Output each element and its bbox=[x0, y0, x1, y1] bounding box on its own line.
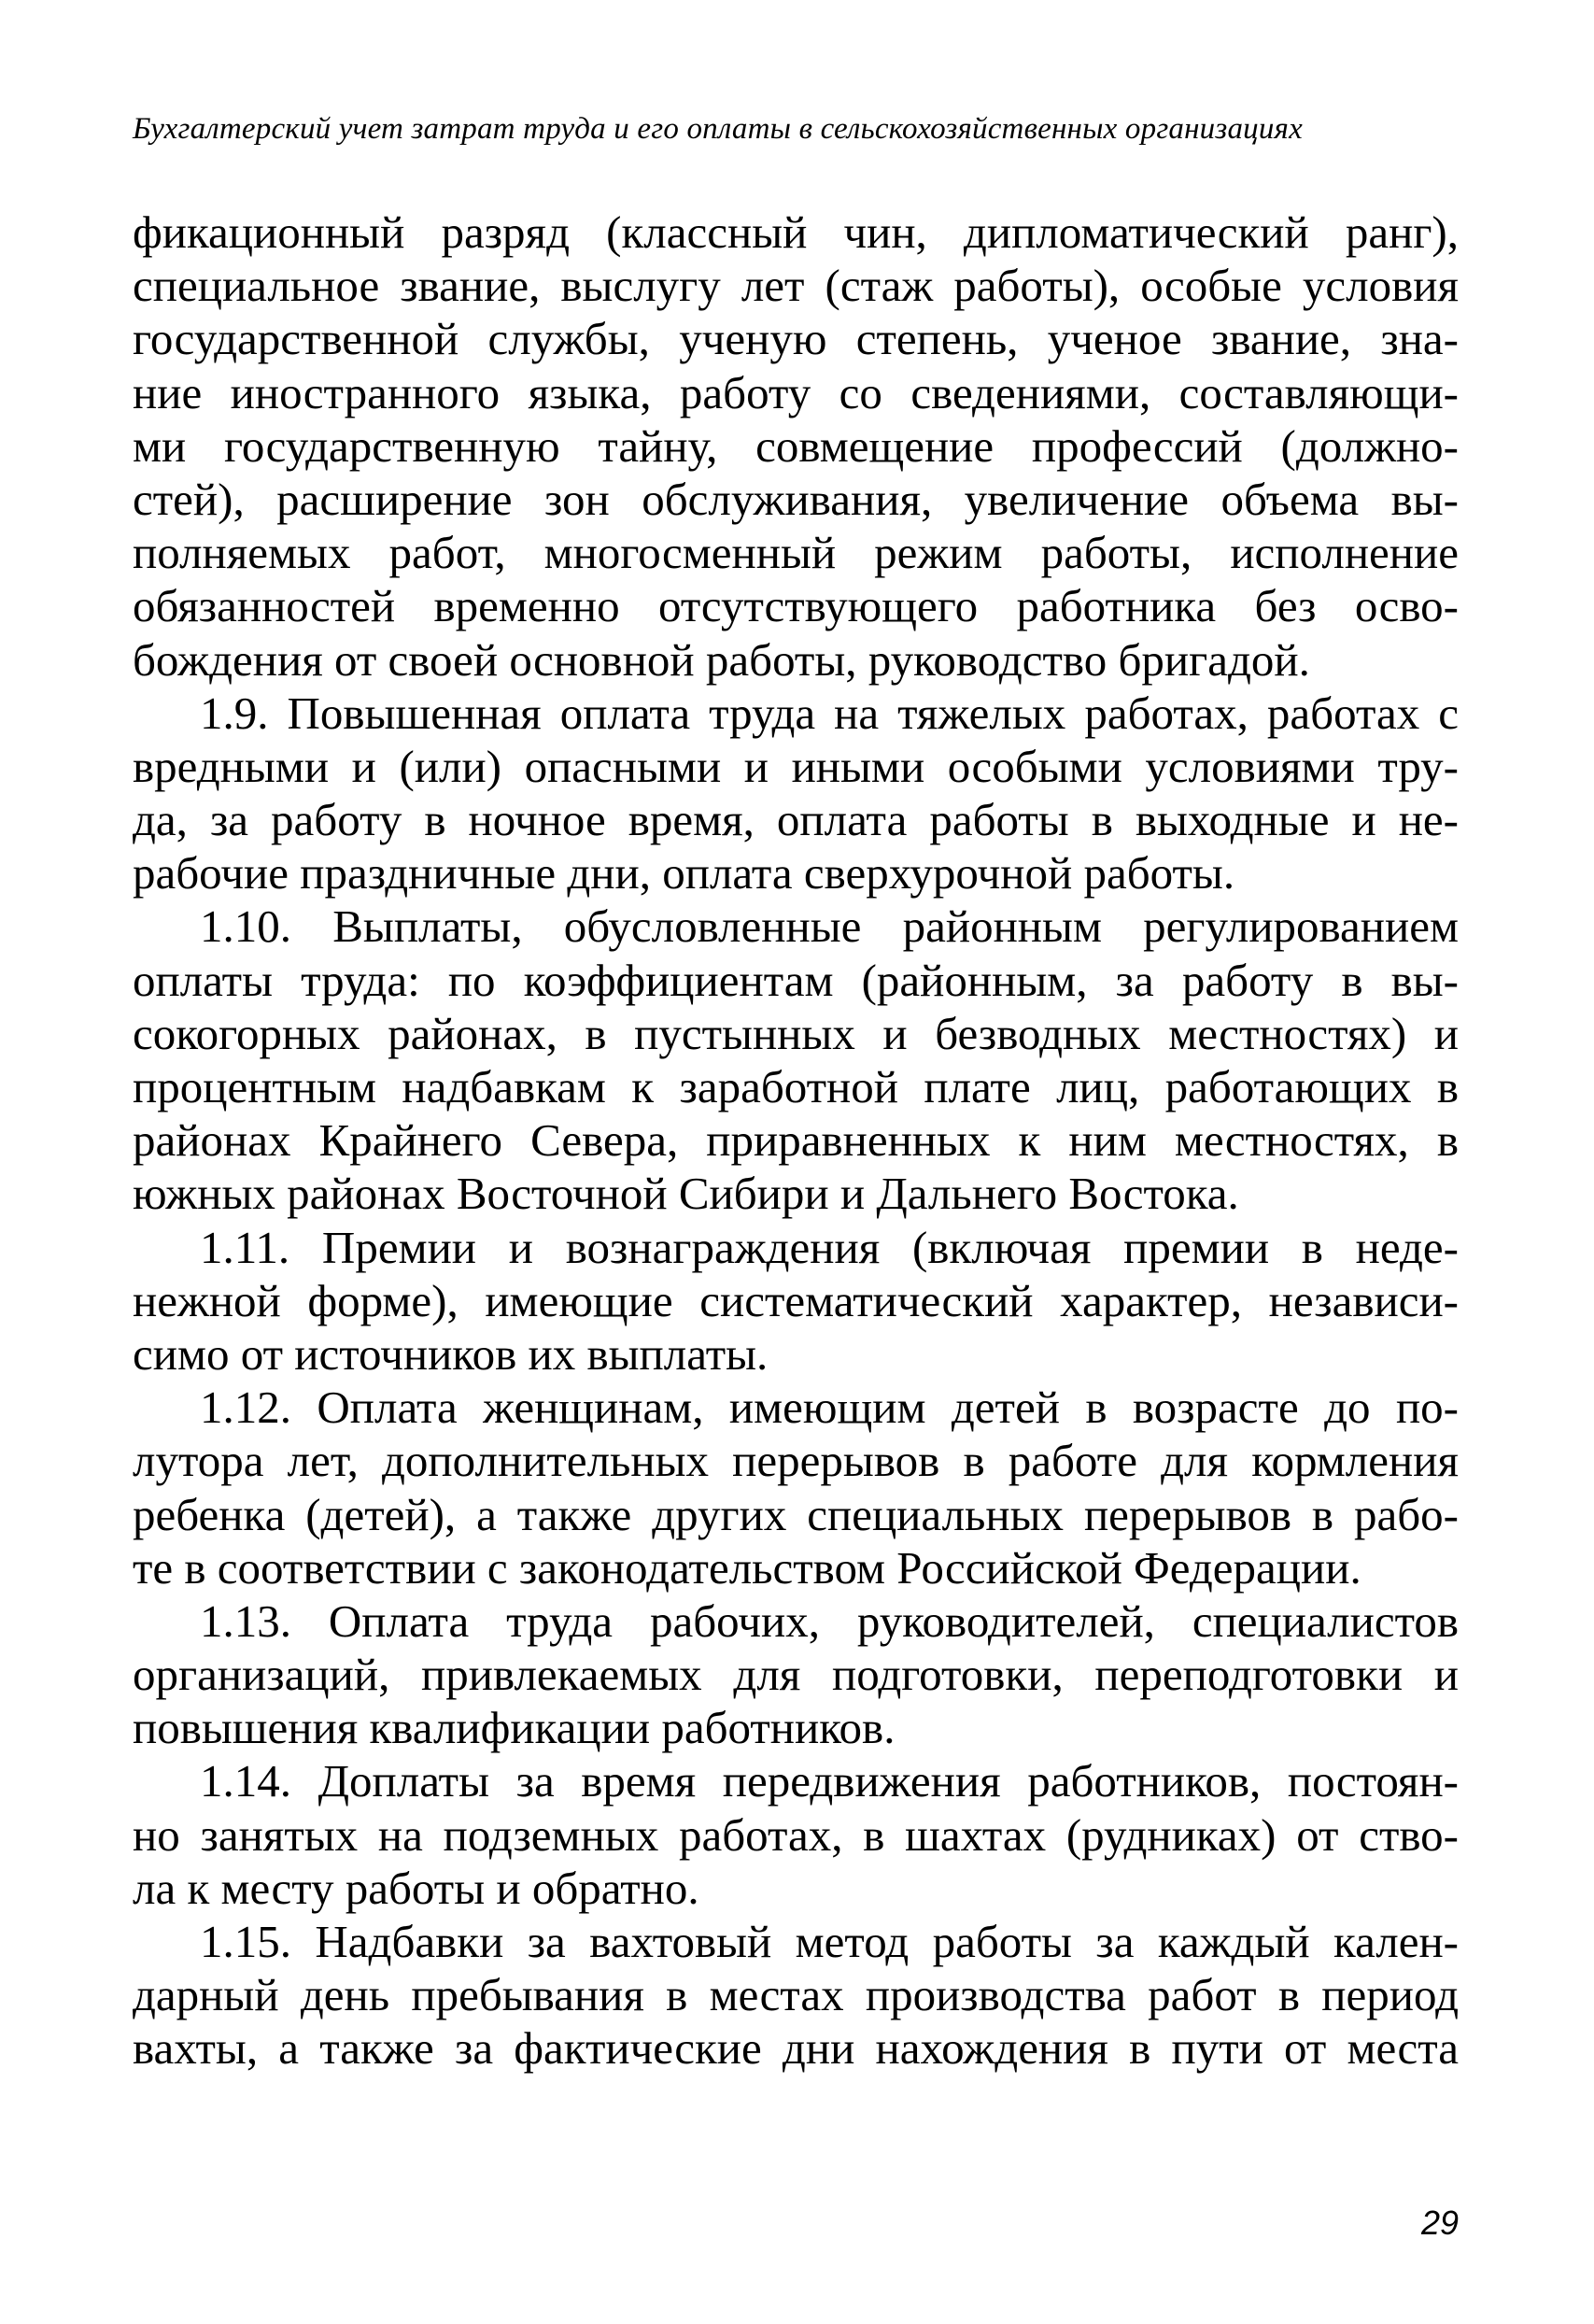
text-line: да, за работу в ночное время, оплата работы в выходные и не- bbox=[133, 794, 1459, 846]
body-text bbox=[133, 205, 1459, 2076]
text-line: те в соответствии с законодательством Российской Федерации. bbox=[133, 1541, 1361, 1594]
paragraph-1-9-first-line: 1.9. Повышенная оплата труда на тяжелых работах, работах с bbox=[200, 687, 1459, 739]
text-line: нежной форме), имеющие систематический характер, независи- bbox=[133, 1274, 1459, 1326]
text-line: симо от источников их выплаты. bbox=[133, 1327, 769, 1380]
text-line: полняемых работ, многосменный режим работы, исполнение bbox=[133, 527, 1459, 579]
text-line: ребенка (детей), а также других специальных перерывов в рабо- bbox=[133, 1488, 1459, 1540]
paragraph-1-11-first-line: 1.11. Премии и вознаграждения (включая премии в неде- bbox=[200, 1221, 1459, 1273]
text-line: но занятых на подземных работах, в шахтах (рудниках) от ство- bbox=[133, 1808, 1459, 1861]
running-header: Бухгалтерский учет затрат труда и его оплаты в сельскохозяйственных организациях bbox=[133, 112, 1303, 146]
text-line: оплаты труда: по коэффициентам (районным, за работу в вы- bbox=[133, 954, 1459, 1006]
text-line: стей), расширение зон обслуживания, увеличение объема вы- bbox=[133, 473, 1459, 525]
text-line: фикационный разряд (классный чин, дипломатический ранг), bbox=[133, 206, 1459, 258]
text-line: специальное звание, выслугу лет (стаж работы), особые условия bbox=[133, 260, 1459, 312]
text-line: вредными и (или) опасными и иными особыми условиями тру- bbox=[133, 740, 1459, 792]
paragraph-1-13-first-line: 1.13. Оплата труда рабочих, руководителей, специалистов bbox=[200, 1594, 1459, 1647]
text-line: ми государственную тайну, совмещение профессий (должно- bbox=[133, 419, 1459, 472]
text-line: ла к месту работы и обратно. bbox=[133, 1862, 699, 1914]
text-line: ние иностранного языка, работу со сведениями, составляющи- bbox=[133, 366, 1459, 418]
paragraph-1-10-first-line: 1.10. Выплаты, обусловленные районным регулированием bbox=[200, 900, 1459, 953]
text-line: повышения квалификации работников. bbox=[133, 1702, 896, 1754]
text-line: обязанностей временно отсутствующего работника без осво- bbox=[133, 580, 1459, 632]
text-line: бождения от своей основной работы, руководство бригадой. bbox=[133, 633, 1310, 686]
paragraph-1-15-first-line: 1.15. Надбавки за вахтовый метод работы за каждый кален- bbox=[200, 1916, 1459, 1967]
paragraph-1-12-first-line: 1.12. Оплата женщинам, имеющим детей в возрасте до по- bbox=[200, 1382, 1459, 1434]
text-line: районах Крайнего Севера, приравненных к ним местностях, в bbox=[133, 1114, 1459, 1167]
text-line: организаций, привлекаемых для подготовки, переподготовки и bbox=[133, 1649, 1459, 1701]
text-line: южных районах Восточной Сибири и Дальнего Востока. bbox=[133, 1168, 1239, 1220]
text-line: лутора лет, дополнительных перерывов в работе для кормления bbox=[133, 1435, 1459, 1487]
text-line: рабочие праздничные дни, оплата сверхурочной работы. bbox=[133, 847, 1235, 900]
paragraph-1-14-first-line: 1.14. Доплаты за время передвижения работников, постоян- bbox=[200, 1755, 1459, 1807]
text-line: сокогорных районах, в пустынных и безводных местностях) и bbox=[133, 1007, 1459, 1059]
page-number: 29 bbox=[1420, 2204, 1459, 2242]
text-line: дарный день пребывания в местах производства работ в период bbox=[133, 1969, 1459, 2021]
text-line: вахты, а также за фактические дни нахождения в пути от места bbox=[133, 2022, 1459, 2075]
text-line: процентным надбавкам к заработной плате лиц, работающих в bbox=[133, 1061, 1459, 1112]
text-line: государственной службы, ученую степень, ученое звание, зна- bbox=[133, 313, 1459, 365]
